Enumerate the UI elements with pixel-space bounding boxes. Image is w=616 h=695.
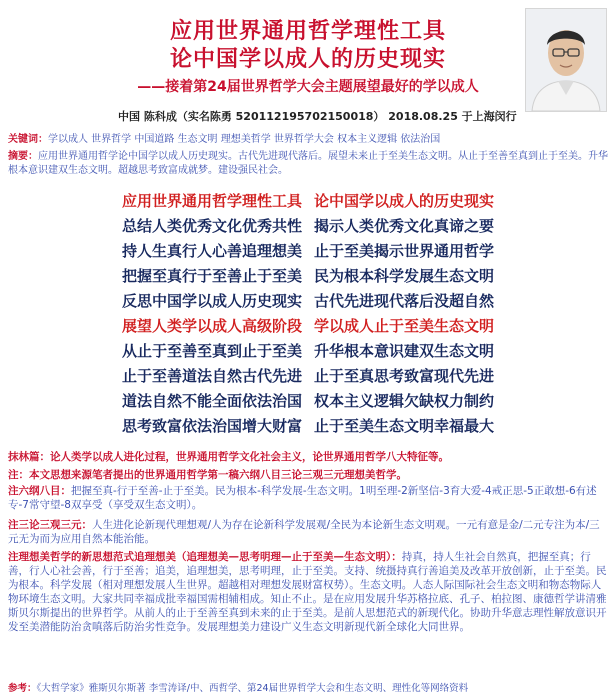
author-line: 中国 陈科成（实名陈勇 520112195702150018） 2018.08.25 于上海闵行 xyxy=(118,110,517,123)
couplet-row xyxy=(0,365,616,390)
note-three-three xyxy=(8,518,608,546)
main-title: 应用世界通用哲学理性工具 xyxy=(169,19,446,44)
abstract-text: 应用世界通用哲学论中国学以成人历史现实。古代先进现代落后。展望未来止于至美生态文明。从止于至善至真到止于至美。升华根本意识建双生态文明。超越思考致富成就梦。建设强民社会。 xyxy=(8,151,608,176)
portrait-icon xyxy=(526,9,606,111)
note-ideal-beauty-label: 注理想美哲学的新思想范式追理想美（追理想美—思考明理—止于至美—生态文明）： xyxy=(8,551,402,563)
references-text: 《大哲学家》雅斯贝尔斯著 李雪涛译/中、西哲学、第24届世界哲学大会和生态文明、理性化等网络资料 xyxy=(36,683,469,694)
couplet-right: 止于至美生态文明幸福最大 xyxy=(314,417,495,435)
couplet-left: 反思中国学以成人历史现实 xyxy=(121,292,302,310)
couplet-left: 应用世界通用哲学理性工具 xyxy=(121,192,302,210)
references-label: 参考： xyxy=(8,683,37,694)
couplet-right: 民为根本科学发展生态文明 xyxy=(314,267,495,285)
note-source xyxy=(8,468,608,482)
note-ideal-beauty xyxy=(8,550,608,634)
subtitle: ——接着第24届世界哲学大会主题展望最好的学以成人 xyxy=(137,79,479,95)
note-three-three-label: 注三论三观三元： xyxy=(8,519,92,531)
couplet-row xyxy=(0,265,616,290)
couplet-row xyxy=(0,415,616,440)
keywords-label: 关键词： xyxy=(8,134,48,145)
note-six-eight-text: 把握至真-行于至善-止于至美。民为根本-科学发展-生态文明。1明至理-2新坚信-3育大爱-4戒正思-5正敢想-6有述专-7常守望-8双享受（享受双生态文明）。 xyxy=(8,485,597,511)
couplet-left: 总结人类优秀文化优秀共性 xyxy=(121,217,302,235)
couplet-left: 把握至真行于至善止于至美 xyxy=(121,267,302,285)
abstract-label: 摘要： xyxy=(8,151,38,162)
couplet-row xyxy=(0,315,616,340)
note-six-eight-label: 注六纲八目： xyxy=(8,485,71,497)
couplet-right: 权本主义逻辑欠缺权力制约 xyxy=(314,392,495,410)
abstract xyxy=(8,150,608,178)
couplet-row xyxy=(0,240,616,265)
couplet-right: 古代先进现代落后没超自然 xyxy=(314,292,495,310)
note-ideal-beauty-text: 持真，持人生社会自然真，把握至真；行善，行人心社会善，行于至善；追美，追理想美，思考明理，止于至美。支持、统摄持真行善追美及改革开放创新，止于至美。民为根本。科学发展（相对理想发展人生世界。超越相对理想发展财富权势）。生态文明。人态人际国际社会生态文明和物态物际人物环境生态文明。大家共同幸福成批幸福国需相辅相成。知止不止。是在应用发展升华苏格拉底、孔子、柏拉图、康德哲学讲清雅斯贝尔斯提出的世界哲学。从前人的止于至善至真到未来的止于至美。是前人思想范式的新现代化。协助升华意志理性解放意识开发至美潜能防治贪嗔落后防治劣性竞争。发展理想美力建设广义生态文明新现代新全球化大同世界。 xyxy=(8,551,607,633)
couplet-right: 学以成人止于至美生态文明 xyxy=(314,317,495,335)
couplet-row xyxy=(0,340,616,365)
couplet-left: 思考致富依法治国增大财富 xyxy=(121,417,302,435)
couplet-right: 论中国学以成人的历史现实 xyxy=(314,192,495,210)
couplet-left: 展望人类学以成人高级阶段 xyxy=(121,317,302,335)
couplet-left: 从止于至善至真到止于至美 xyxy=(121,342,302,360)
couplet-right: 止于至真思考致富现代先进 xyxy=(314,367,495,385)
note-six-eight xyxy=(8,484,608,512)
couplet-row xyxy=(0,390,616,415)
couplet-right: 揭示人类优秀文化真谛之要 xyxy=(314,217,495,235)
couplet-list xyxy=(0,190,616,440)
note-three-three-text: 人生进化论新现代理想观/人为存在论新科学发展观/全民为本论新生态文明观。一元有意是金/二元专注为本/三元无为而为应用自然本能治能。 xyxy=(8,519,600,545)
main-title-line2: 论中国学以成人的历史现实 xyxy=(169,47,446,72)
note-series-label: 抹林篇： xyxy=(8,451,50,463)
couplet-right: 止于至美揭示世界通用哲学 xyxy=(314,242,495,260)
note-series xyxy=(8,450,608,464)
references xyxy=(8,680,608,694)
couplet-row xyxy=(0,215,616,240)
couplet-right: 升华根本意识建双生态文明 xyxy=(314,342,495,360)
keywords xyxy=(8,130,608,145)
keywords-text: 学以成人 世界哲学 中国道路 生态文明 理想美哲学 世界哲学大会 权本主义逻辑 依法治国 xyxy=(48,134,441,145)
note-series-text: 论人类学以成人进化过程，世界通用哲学文化社会主义，论世界通用哲学八大特征等。 xyxy=(50,451,449,463)
author-photo xyxy=(525,8,607,112)
couplet-left: 持人生真行人心善追理想美 xyxy=(121,242,302,260)
couplet-left: 道法自然不能全面依法治国 xyxy=(121,392,302,410)
couplet-left: 止于至善道法自然古代先进 xyxy=(121,367,302,385)
note-source-text: 注：本文思想来源笔者提出的世界通用哲学第一稿六纲八目三论三观三元理想美哲学。 xyxy=(8,469,407,481)
couplet-row xyxy=(0,290,616,315)
couplet-row xyxy=(0,190,616,215)
